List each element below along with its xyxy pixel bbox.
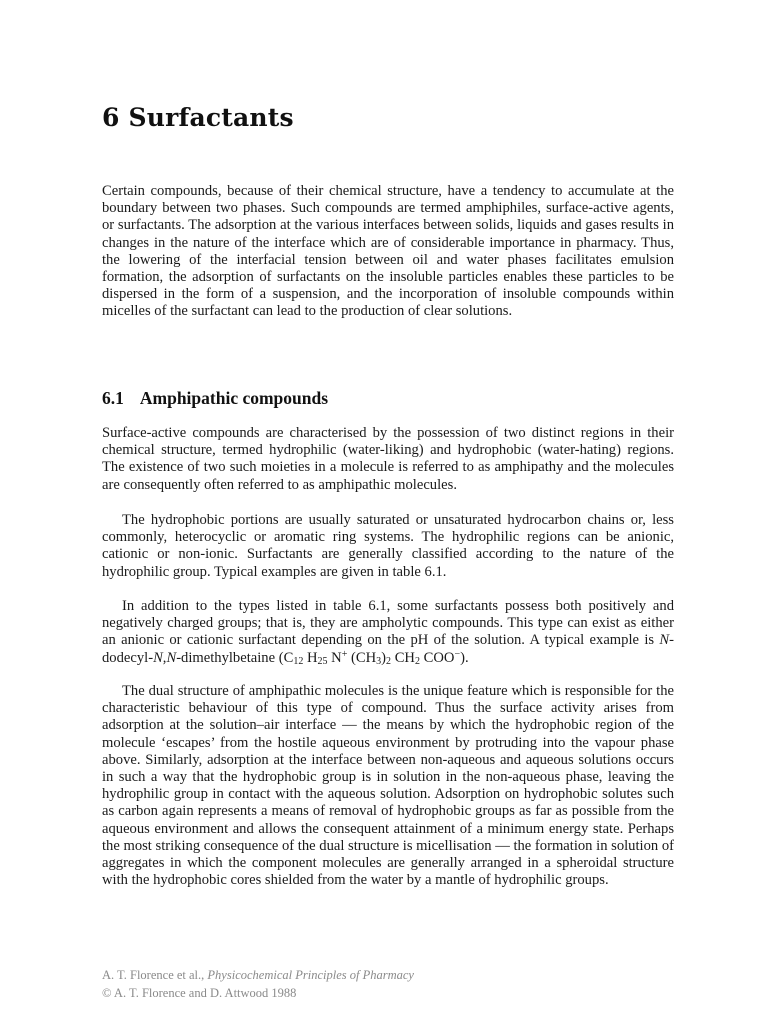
italic-n: N — [166, 649, 177, 666]
italic-n: N — [659, 632, 670, 649]
section-heading — [102, 387, 328, 409]
footer-book-title: Physicochemical Principles of Pharmacy — [207, 968, 414, 982]
section-paragraph-1: Surface-active compounds are characterised by the possession of two distinct regions in their chemical structure, termed hydrophilic (water-liking) and hydrophobic (water-hating) regions. The existence of two such moieties in a molecule is referred to as amphipathy and the molecules are consequently often referred to as amphipathic molecules. — [102, 425, 674, 493]
section-number: 6.1 — [102, 388, 124, 408]
section-paragraph-4: The dual structure of amphipathic molecules is the unique feature which is responsible for the characteristic behaviour of this type of compound. Thus the surface activity arises from adsorption at the solution–air interface — the means by which the hydrophobic region of the molecule ‘escapes’ from the hostile aqueous environment by protruding into the vapour phase above. Similarly, adsorption at the interface between non-aqueous and aqueous solutions occurs in such a way that the hydrophobic group is in solution in the non-aqueous phase, leaving the hydrophilic group in contact with the aqueous solution. Adsorption on hydrophobic solutes such as carbon again represents a means of removal of hydrophobic groups as far as possible from the aqueous environment and allows the consequent attainment of a minimum energy state. Perhaps the most striking consequence of the dual structure is micellisation — the formation in solution of aggregates in which the component molecules are generally arranged in a spheroidal structure with the hydrophobic cores shielded from the water by a mantle of hydrophilic groups. — [102, 683, 674, 889]
footer-citation: A. T. Florence et al., Physicochemical Principles of Pharmacy — [102, 968, 414, 982]
intro-paragraph: Certain compounds, because of their chemical structure, have a tendency to accumulate at the boundary between two phases. Such compounds are termed amphiphiles, surface-active agents, or surfactants. The adsorption at the various interfaces between solids, liquids and gases results in changes in the nature of the interface which are of considerable importance in pharmacy. Thus, the lowering of the interfacial tension between oil and water phases facilitates emulsion formation, the adsorption of surfactants on the insoluble particles enables these particles to be dispersed in the form of a suspension, and the incorporation of insoluble compounds within micelles of the surfactant can lead to the production of clear solutions. — [102, 183, 674, 320]
section-paragraph-3: In addition to the types listed in table 6.1, some surfactants possess both positively and negatively charged groups; that is, they are ampholytic compounds. This type can exist as either an anionic or cationic surfactant depending on the pH of the solution. A typical example is N-dodecyl-N,N-dimethylbetaine ($C_{12}$ $H_{25}$ N+ $(CH_3)_2$ $CH_2$ COO−). — [102, 598, 674, 667]
page-footer — [102, 966, 414, 1002]
chemical-formula: ($C_{12}$ $H_{25}$ N+ $(CH_3)_2$ $CH_2$ COO−). — [278, 648, 469, 667]
italic-n: N — [153, 649, 163, 666]
chapter-title: 6 Surfactants — [102, 103, 294, 132]
section-paragraph-2: The hydrophobic portions are usually saturated or unsaturated hydrocarbon chains or, less commonly, heterocyclic or aromatic ring systems. The hydrophilic regions can be anionic, cationic or non-ionic. Surfactants are generally classified according to the nature of the hydrophilic group. Typical examples are given in table 6.1. — [102, 512, 674, 580]
section-title: Amphipathic compounds — [139, 388, 329, 408]
footer-copyright: © A. T. Florence and D. Attwood 1988 — [102, 986, 297, 1000]
